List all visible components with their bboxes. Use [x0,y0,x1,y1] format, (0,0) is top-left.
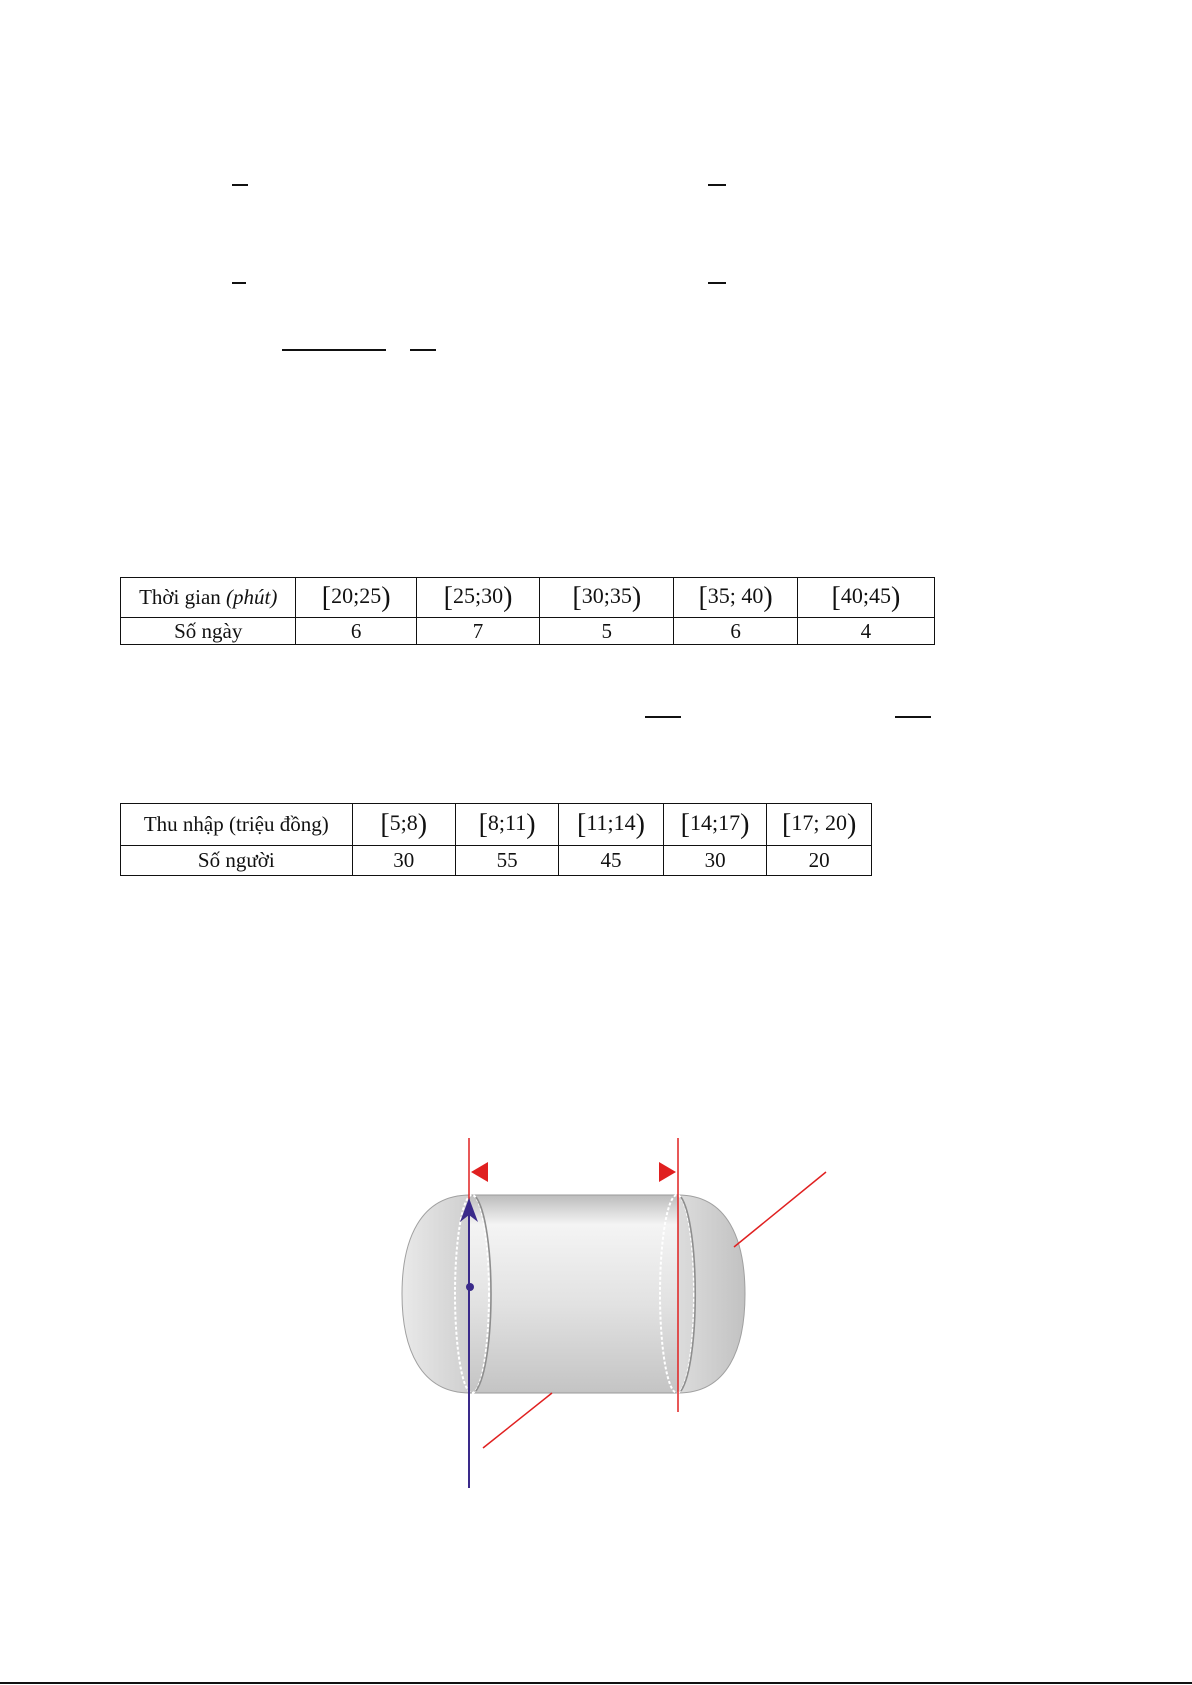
table-cell: 6 [296,618,416,645]
fraction-bar [282,349,386,351]
tank-right-cap [678,1195,745,1393]
interval-text: 11;14 [586,809,636,835]
interval-cell: [11;14) [559,804,664,846]
interval-cell: [20;25) [296,578,416,618]
arrow-head-right [659,1162,676,1182]
tank-body [470,1195,678,1393]
interval-text: 14;17 [690,809,741,835]
interval-cell: [5;8) [352,804,455,846]
interval-text: 5;8 [389,809,418,835]
interval-text: 30;35 [581,582,632,608]
table-cell: 6 [674,618,797,645]
header-cell [121,578,296,618]
center-point [466,1283,474,1291]
table-cell: 20 [767,846,872,876]
table-header-row [121,578,935,618]
cylindrical-tank-figure [390,1130,850,1490]
interval-text: 40;45 [840,582,891,608]
fraction-bar [708,184,726,186]
income-frequency-table [120,803,872,876]
table-cell: 4 [797,618,934,645]
fraction-bar [645,716,681,718]
table-cell: 55 [455,846,558,876]
table-cell: 30 [663,846,767,876]
interval-cell: [40;45) [797,578,934,618]
interval-cell: [25;30) [416,578,539,618]
table-cell: 45 [559,846,664,876]
interval-text: 25;30 [452,582,504,608]
interval-cell: [14;17) [663,804,767,846]
interval-text: 8;11 [487,809,527,835]
leader-line-bottom [483,1393,552,1448]
header-label: Thu nhập (triệu đồng) [121,804,353,846]
interval-cell: [35; 40) [674,578,797,618]
table-row [121,618,935,645]
table-row [121,846,872,876]
arrow-head-left [471,1162,488,1182]
fraction-bar [895,716,931,718]
table-cell: 5 [540,618,674,645]
leader-line-top [734,1172,826,1247]
header-unit: (phút) [226,585,278,609]
table-cell: 7 [416,618,539,645]
fraction-bar [232,282,246,284]
header-label: Thời gian [139,585,221,609]
interval-cell: [8;11) [455,804,558,846]
row-label: Số người [121,846,353,876]
fraction-bar [708,282,726,284]
fraction-bar [410,349,436,351]
interval-text: 20;25 [331,582,382,608]
interval-text: 17; 20 [791,809,847,835]
time-frequency-table [120,577,935,645]
interval-cell: [17; 20) [767,804,872,846]
table-header-row [121,804,872,846]
interval-cell: [30;35) [540,578,674,618]
fraction-bar [232,184,248,186]
row-label: Số ngày [121,618,296,645]
footer-rule [0,1682,1192,1684]
interval-text: 35; 40 [707,582,764,608]
table-cell: 30 [352,846,455,876]
